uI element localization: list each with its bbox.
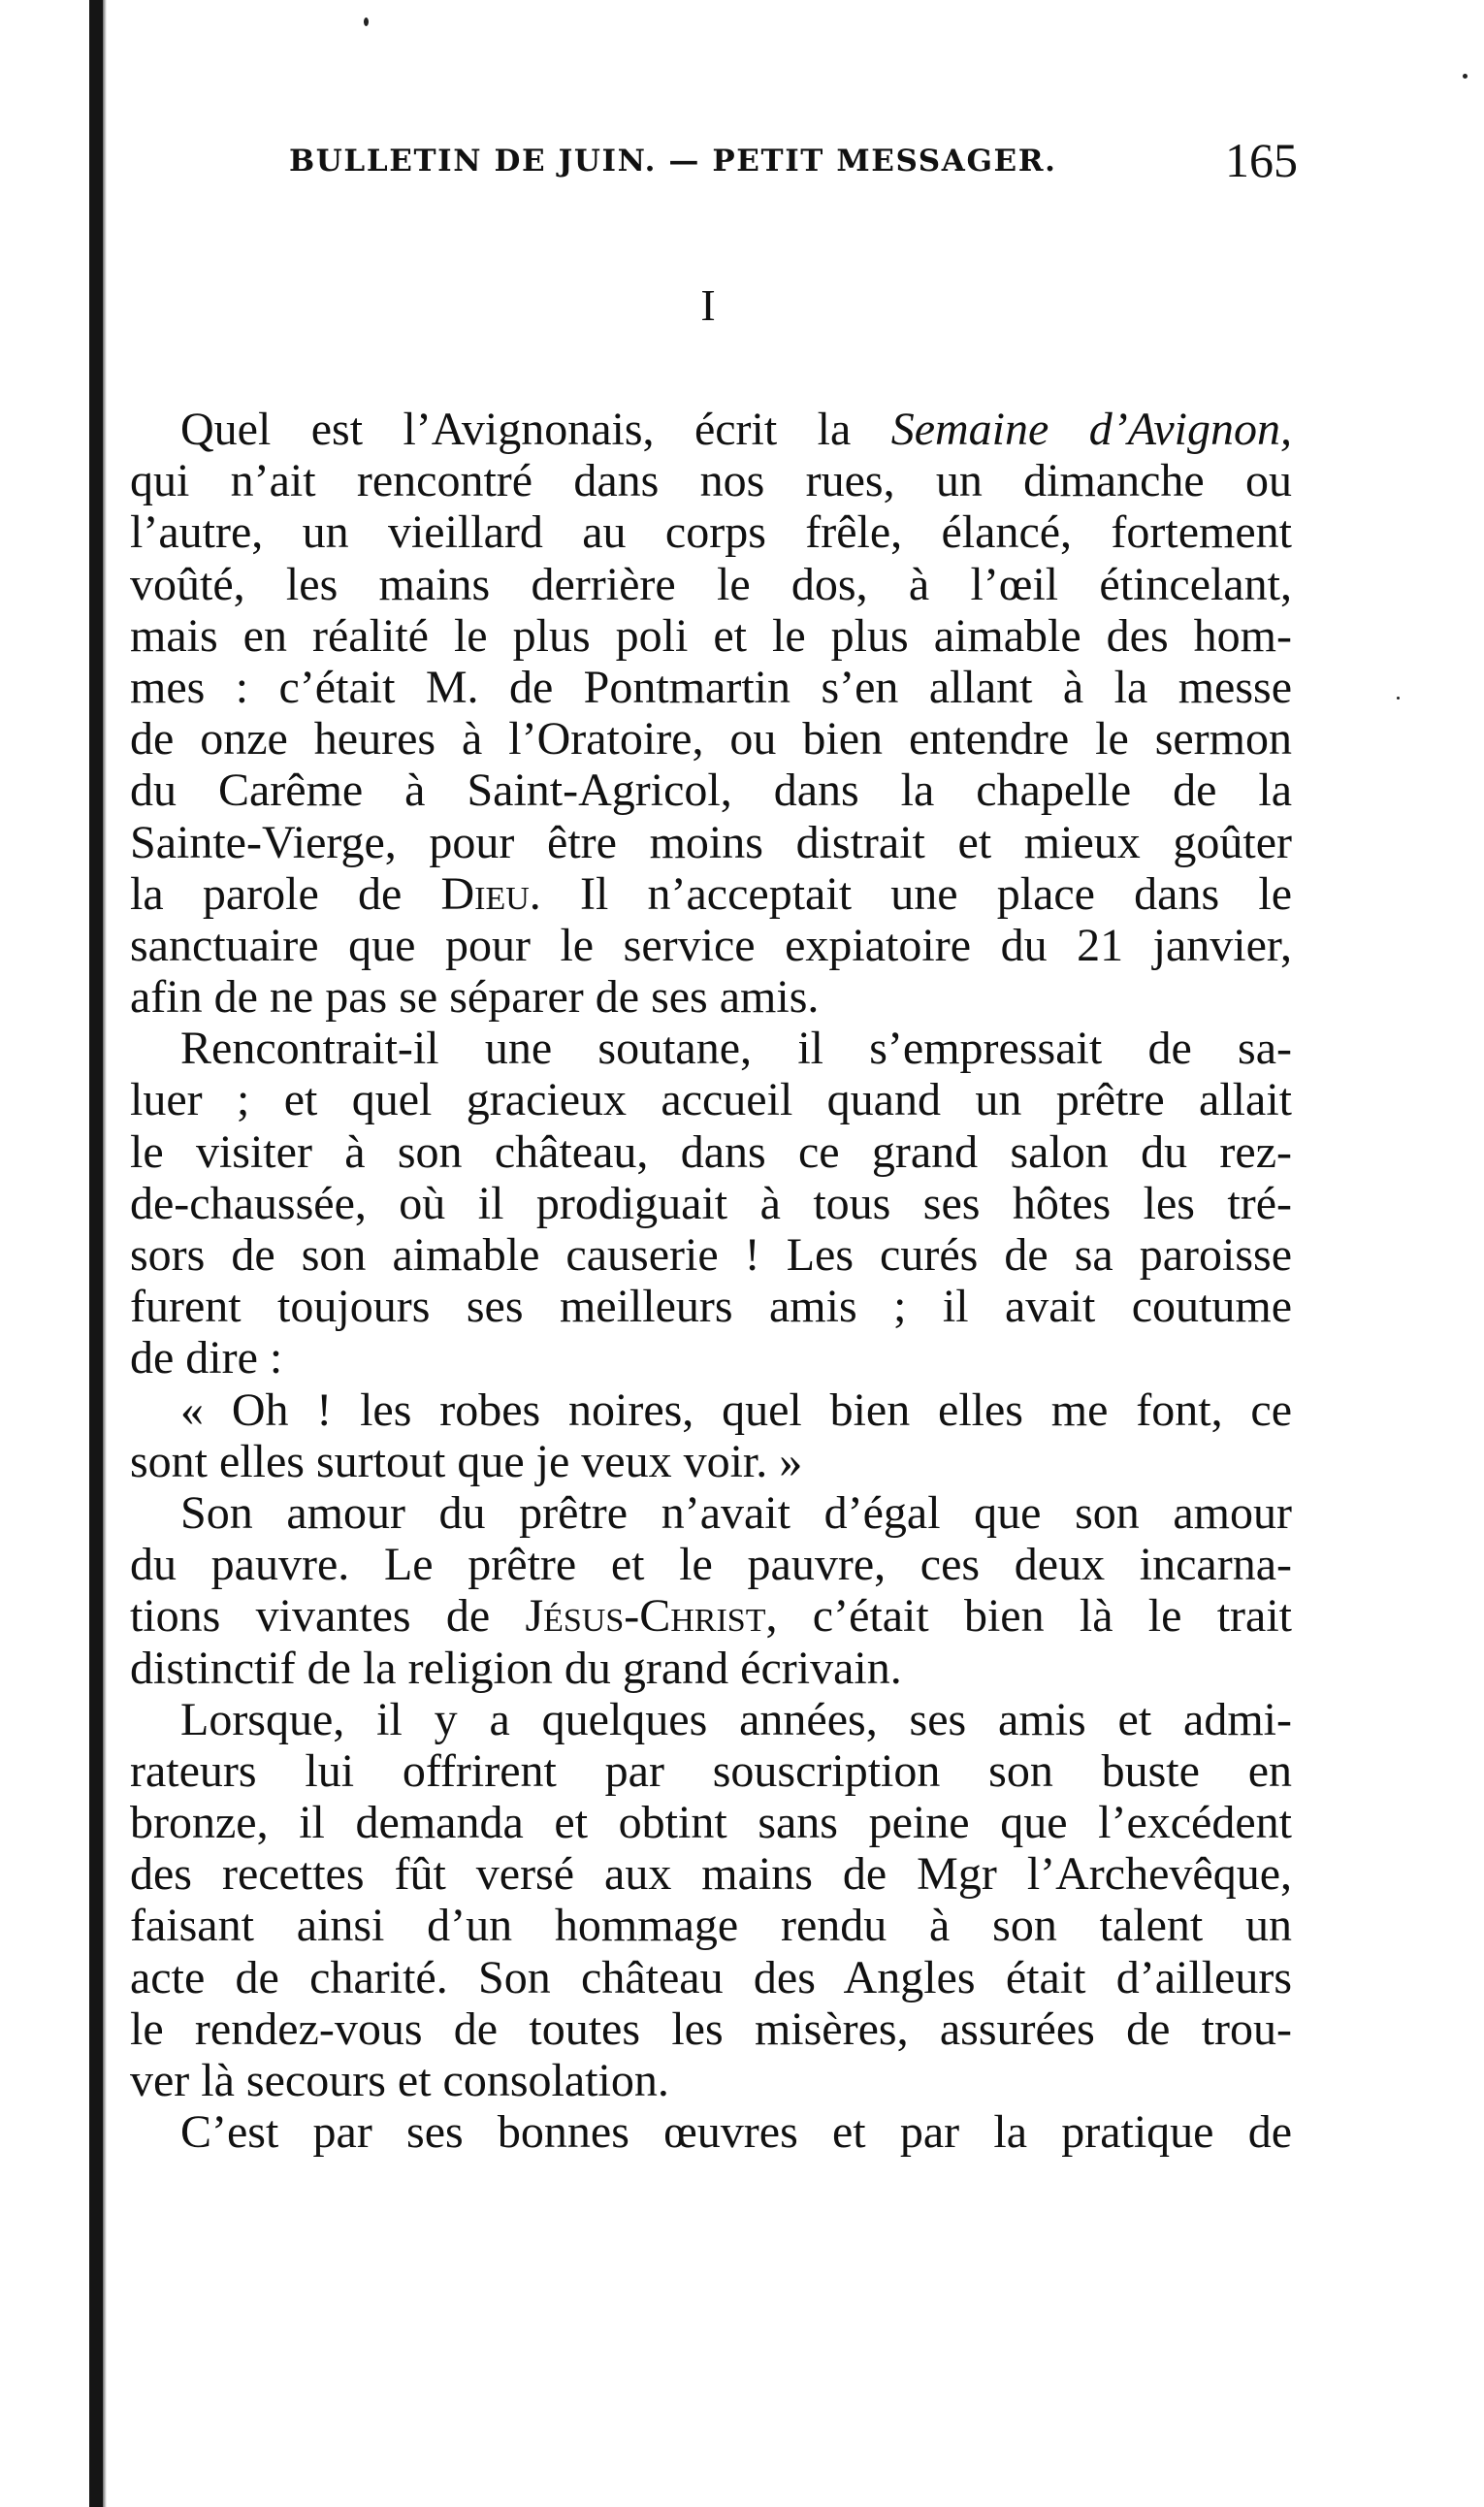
text-line [130, 2003, 1292, 2055]
text-run: . Il n’acceptait une place dans le [529, 867, 1293, 920]
text-line [130, 713, 1292, 765]
text-run: rateurs lui offrirent par souscription son buste en [130, 1744, 1292, 1797]
page-number: 165 [1225, 133, 1298, 187]
text-run: la parole de [130, 867, 441, 920]
text-line [130, 971, 1292, 1023]
text-run: tions vivantes de [130, 1590, 526, 1643]
text-line [130, 1900, 1292, 1951]
text-run: le visiter à son château, dans ce grand salon du rez- [130, 1125, 1292, 1178]
running-head [289, 133, 1298, 190]
text-line [130, 404, 1292, 455]
text-line [130, 2106, 1292, 2158]
ink-speck [1397, 697, 1400, 700]
text-run: sont elles surtout que je veux voir. » [130, 1435, 803, 1487]
text-run: voûté, les mains derrière le dos, à l’œil étincelant, [130, 558, 1292, 610]
text-line [130, 455, 1292, 506]
text-run: Quel est l’Avignonais, écrit la [180, 404, 891, 455]
text-line [130, 1384, 1292, 1436]
text-run: l’autre, un vieillard au corps frêle, élancé, fortement [130, 506, 1292, 559]
text-run: C’est par ses bonnes œuvres et par la pratique de [180, 2106, 1292, 2159]
text-run: luer ; et quel gracieux accueil quand un prêtre allait [130, 1074, 1292, 1126]
text-line [130, 1745, 1292, 1797]
text-run: Sainte-Vierge, pour être moins distrait et mieux goûter [130, 816, 1292, 868]
text-italic: Semaine d’Avignon, [890, 404, 1293, 455]
text-run: du Carême à Saint-Agricol, dans la chapelle de la [130, 765, 1292, 817]
text-run: bronze, il demanda et obtint sans peine que l’excédent [130, 1797, 1292, 1849]
text-line [130, 1023, 1292, 1074]
page-binding-edge [89, 0, 103, 2507]
text-run: Lorsque, il y a quelques années, ses amis et admi- [180, 1693, 1292, 1745]
text-line [130, 817, 1292, 868]
text-run: des recettes fût versé aux mains de Mgr l’Archevêque, [130, 1848, 1292, 1901]
text-line [130, 1590, 1292, 1642]
text-line [130, 1848, 1292, 1900]
text-run: distinctif de la religion du grand écrivain. [130, 1642, 902, 1694]
text-line [130, 1178, 1292, 1229]
text-run: faisant ainsi d’un hommage rendu à son talent un [130, 1900, 1292, 1952]
text-line [130, 1643, 1292, 1694]
text-run: , c’était bien là le trait [765, 1590, 1292, 1643]
text-line [130, 662, 1292, 713]
text-smallcaps: Dieu [440, 867, 530, 920]
text-line [130, 765, 1292, 816]
text-line [130, 1074, 1292, 1125]
text-run: Son amour du prêtre n’avait d’égal que son amour [180, 1486, 1292, 1539]
text-run: de dire : [130, 1332, 283, 1384]
text-line [130, 1694, 1292, 1745]
ink-speck [1463, 74, 1468, 79]
body-text [130, 404, 1292, 2158]
text-line [130, 868, 1292, 920]
running-title: BULLETIN DE JUIN. — PETIT MESSAGER. [289, 144, 1057, 179]
text-line [130, 1332, 1292, 1384]
text-line [130, 1797, 1292, 1848]
text-line [130, 506, 1292, 558]
text-line [130, 1229, 1292, 1281]
text-run: qui n’ait rencontré dans nos rues, un dimanche ou [130, 455, 1292, 507]
text-line [130, 559, 1292, 610]
text-line [130, 1281, 1292, 1332]
text-run: du pauvre. Le prêtre et le pauvre, ces deux incarna- [130, 1539, 1292, 1591]
text-run: mes : c’était M. de Pontmartin s’en allant à la messe [130, 661, 1292, 713]
text-line [130, 920, 1292, 971]
text-run: le rendez-vous de toutes les misères, assurées de trou- [130, 2002, 1292, 2055]
text-run: ver là secours et consolation. [130, 2055, 669, 2106]
text-run: « Oh ! les robes noires, quel bien elles me font, ce [180, 1384, 1292, 1436]
text-line [130, 1539, 1292, 1590]
text-line [130, 1487, 1292, 1539]
text-run: mais en réalité le plus poli et le plus aimable des hom- [130, 609, 1292, 662]
ink-speck [364, 17, 369, 26]
text-run: afin de ne pas se séparer de ses amis. [130, 971, 820, 1024]
section-number: I [700, 280, 716, 330]
text-run: furent toujours ses meilleurs amis ; il avait coutume [130, 1281, 1292, 1333]
text-run: acte de charité. Son château des Angles était d’ailleurs [130, 1951, 1292, 2003]
text-run: de onze heures à l’Oratoire, ou bien entendre le sermon [130, 713, 1292, 765]
text-line [130, 1436, 1292, 1487]
text-line [130, 1126, 1292, 1178]
text-run: sors de son aimable causerie ! Les curés de sa paroisse [130, 1229, 1292, 1281]
text-run: Rencontrait-il une soutane, il s’empressait de sa- [180, 1023, 1292, 1075]
text-line [130, 610, 1292, 662]
text-run: sanctuaire que pour le service expiatoire du 21 janvier, [130, 919, 1292, 971]
text-line [130, 1952, 1292, 2003]
text-smallcaps: Jésus-Christ [525, 1590, 766, 1643]
text-run: de-chaussée, où il prodiguait à tous ses hôtes les tré- [130, 1177, 1292, 1229]
text-line [130, 2055, 1292, 2106]
